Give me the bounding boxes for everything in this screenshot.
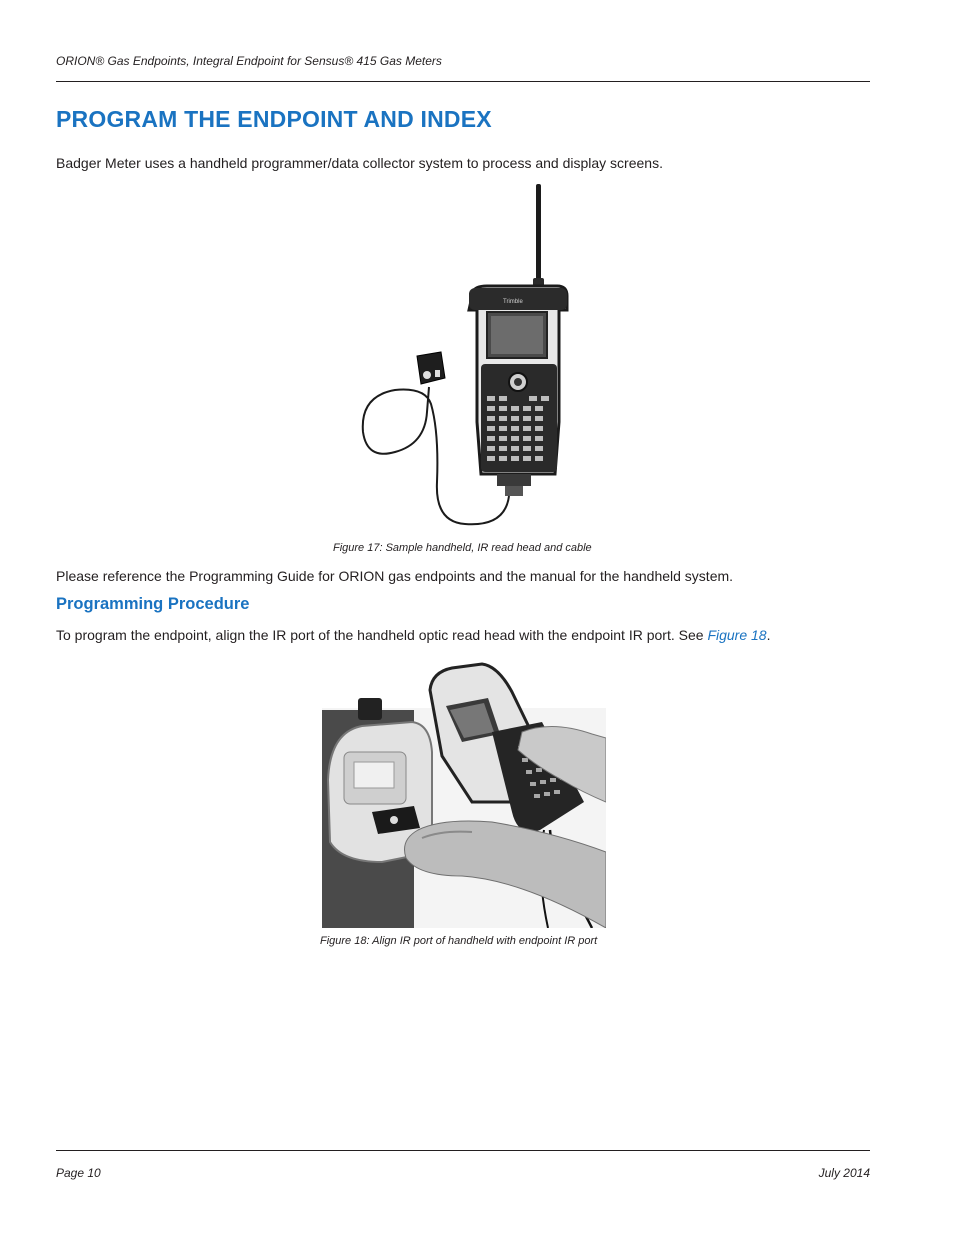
reference-paragraph: Please reference the Programming Guide for ORION gas endpoints and the manual for the handheld system. [56,568,734,584]
figure-18-alignment-image [322,662,606,928]
running-header: ORION® Gas Endpoints, Integral Endpoint for Sensus® 415 Gas Meters [56,54,442,68]
page-number: Page 10 [56,1166,101,1180]
subsection-title: Programming Procedure [56,595,250,613]
procedure-text: To program the endpoint, align the IR port of the handheld optic read head with the endpoint IR port. See [56,627,708,643]
header-rule [56,81,870,82]
figure-18-caption: Figure 18: Align IR port of handheld with endpoint IR port [320,935,598,947]
footer-rule [56,1150,870,1151]
footer-date: July 2014 [818,1166,870,1180]
procedure-paragraph [56,627,770,643]
section-title: PROGRAM THE ENDPOINT AND INDEX [56,106,492,132]
procedure-text-end: . [766,627,771,643]
device-brand-label: Trimble [503,299,523,305]
figure-18-link[interactable]: Figure 18 [707,627,767,643]
figure-17-handheld-image [355,182,575,532]
intro-paragraph: Badger Meter uses a handheld programmer/data collector system to process and display screens. [56,155,663,171]
figure-17-caption: Figure 17: Sample handheld, IR read head and cable [333,542,592,554]
